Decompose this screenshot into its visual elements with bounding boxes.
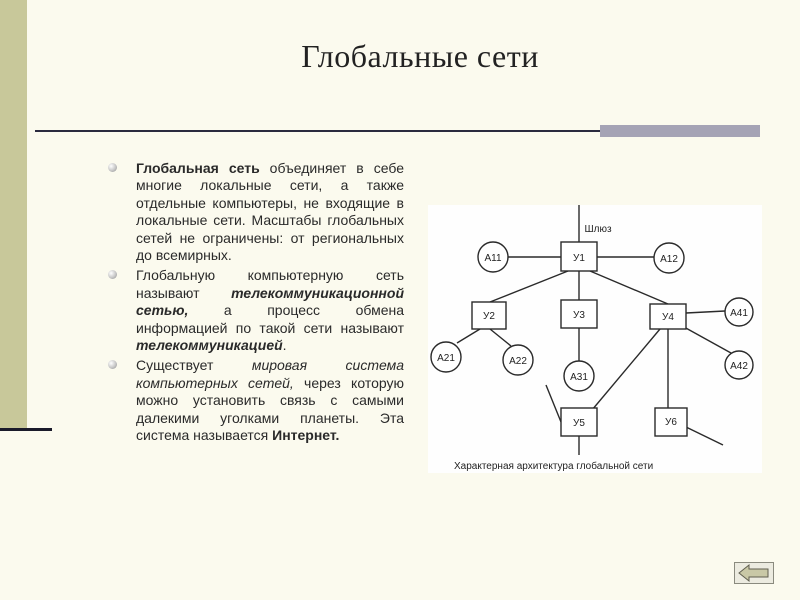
network-diagram — [428, 205, 762, 473]
bullet-text-part: телекоммуникационной сетью, — [136, 284, 404, 319]
bullet-text-part: через которую можно установить связь с самыми далекими уголками планеты. Эта система называется — [136, 374, 404, 444]
label-a11: А11 — [484, 253, 502, 264]
bullet-list — [108, 160, 404, 448]
bullet-text-part: телекоммуникацией — [136, 337, 283, 354]
bullet-text-part: объединяет в себе многие локальные сети, а также отдельные компьютеры, не входящие в локальные сети. Масштабы глобальных сетей не ограничены: от региональных до всемирных. — [136, 160, 404, 264]
label-u1: У1 — [573, 253, 585, 264]
label-u4: У4 — [662, 312, 674, 323]
bullet-item — [108, 267, 404, 354]
link-u2-a22 — [490, 329, 511, 346]
bullet-icon — [108, 163, 117, 172]
bullet-text-part: Интернет. — [272, 427, 340, 444]
link-u4-u5 — [592, 329, 660, 410]
back-nav-button[interactable] — [734, 562, 774, 584]
bullet-text-part: Глобальная сеть — [136, 160, 260, 176]
label-u6: У6 — [665, 417, 677, 428]
label-u2: У2 — [483, 311, 495, 322]
bullet-text-part: Глобальную компьютерную сеть называют — [136, 267, 404, 301]
title-divider-accent — [600, 125, 760, 137]
bullet-icon — [108, 270, 117, 279]
label-a22: А22 — [509, 356, 527, 367]
link-u6-out — [686, 427, 723, 445]
link-u4-a42 — [684, 327, 731, 353]
bullet-item — [108, 160, 404, 264]
bullet-text-part: Существует — [136, 357, 252, 374]
network-diagram-svg — [428, 205, 762, 473]
label-a21: А21 — [437, 353, 455, 364]
label-a41: А41 — [730, 308, 748, 319]
label-a31: А31 — [570, 372, 588, 383]
arrow-left-icon — [735, 563, 773, 583]
bullet-text-part: мировая система компьютерных сетей, — [136, 357, 404, 391]
label-u3: У3 — [573, 310, 585, 321]
link-u5-upper — [546, 385, 561, 422]
diagram-caption: Характерная архитектура глобальной сети — [454, 461, 654, 472]
link-u1-u2 — [490, 271, 568, 302]
bullet-text-part: . — [282, 337, 287, 354]
label-a42: А42 — [730, 361, 748, 372]
link-u4-a41 — [686, 311, 725, 313]
link-u2-a21 — [457, 329, 480, 343]
link-u1-u4 — [590, 271, 668, 304]
bullet-icon — [108, 360, 117, 369]
title-divider — [35, 130, 600, 132]
slide-title: Глобальные сети — [301, 38, 539, 74]
bullet-item — [108, 357, 404, 444]
label-a12: А12 — [660, 254, 678, 265]
gateway-label: Шлюз — [584, 224, 612, 235]
bullet-text-part: а процесс обмена информацией по такой сети называют — [136, 302, 404, 336]
sidebar-foot-line — [0, 428, 52, 431]
label-u5: У5 — [573, 418, 585, 429]
